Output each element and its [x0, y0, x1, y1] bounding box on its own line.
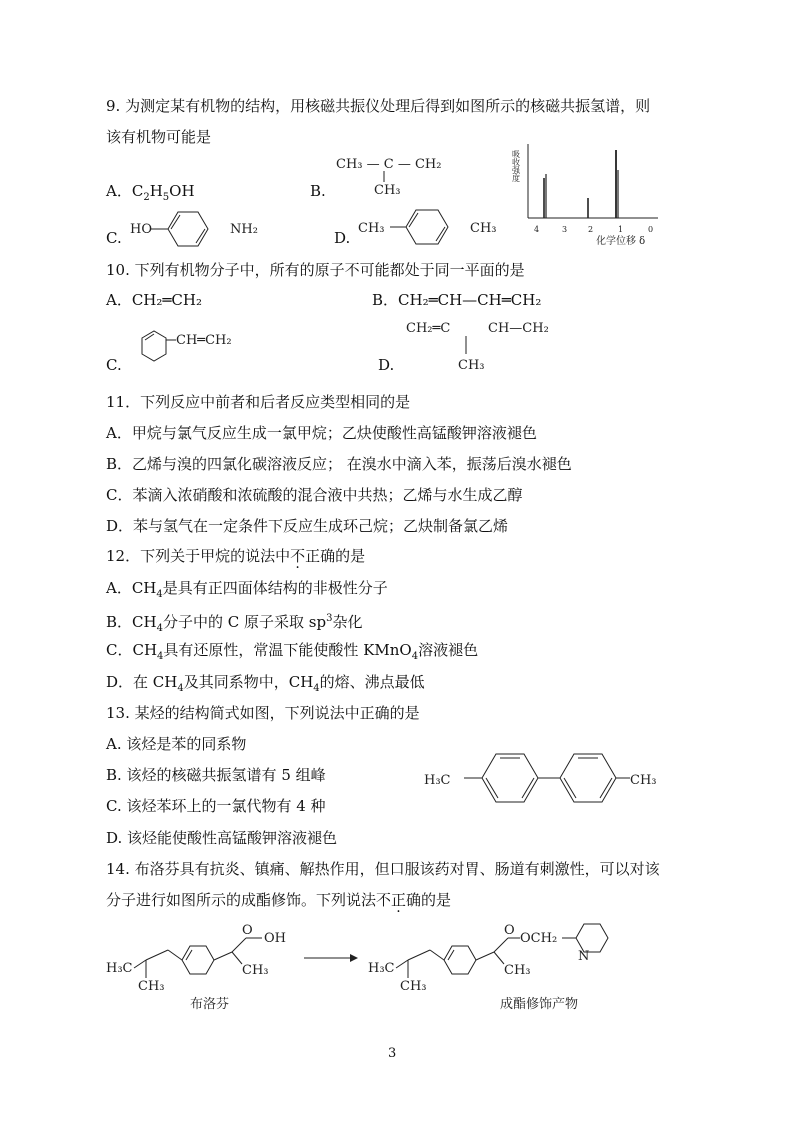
q9-option-c-label: C.: [106, 229, 122, 247]
product-ring: [444, 946, 476, 974]
product-bond-9: [494, 952, 504, 964]
reactant-bond-6: [232, 938, 246, 952]
q9-stem-line2: 该有机物可能是: [106, 128, 212, 146]
q13-stem: 13. 某烃的结构简式如图，下列说法中正确的是: [106, 704, 420, 722]
c10-group: CH═CH₂: [176, 333, 232, 348]
c-right-group: NH₂: [230, 222, 258, 237]
reactant-bond-5: [214, 952, 232, 960]
product-bond-6: [494, 938, 508, 952]
product-ester: OCH₂: [520, 931, 558, 946]
q9-option-c-structure: [130, 208, 270, 250]
q12-option-a: A．$CH_4$是具有正四面体结构的非极性分子: [106, 579, 388, 600]
q13-option-d: D. 该烃能使酸性高锰酸钾溶液褪色: [106, 829, 338, 847]
reactant-bond-3: [146, 950, 168, 960]
q12-stem: 12．下列关于甲烷的说法中不正确的是: [106, 547, 366, 565]
page-number: 3: [388, 1046, 397, 1061]
q13-left-group: H₃C: [424, 773, 451, 788]
reactant-ch3-2: CH₃: [242, 963, 269, 978]
product-h3c: H₃C: [368, 961, 395, 976]
reactant-bond-8: [232, 952, 242, 964]
product-bond-1: [396, 960, 408, 968]
product-ch3: CH₃: [400, 979, 427, 994]
c-benzene-ring: [168, 212, 208, 246]
reactant-ch3: CH₃: [138, 979, 165, 994]
product-bond-5: [476, 952, 494, 960]
product-bond-3: [408, 950, 430, 960]
c10-benzene-ring: [142, 331, 166, 361]
b-bottom-text: CH₃: [374, 183, 401, 198]
d-left-group: CH₃: [358, 221, 385, 236]
q13-ring-2: [560, 754, 616, 802]
q10-option-d-structure: [406, 316, 586, 374]
product-o: O: [504, 923, 515, 938]
nmr-tick-3: 3: [562, 225, 568, 234]
q12-option-b: B．$CH_4$分子中的 C 原子采取 $sp^3$杂化: [106, 613, 363, 634]
product-caption: 成酯修饰产物: [500, 997, 579, 1012]
c-left-group: HO: [130, 222, 152, 237]
q12-option-d: D．在 $CH_4$及其同系物中，$CH_4$的熔、沸点最低: [106, 673, 425, 694]
nmr-tick-1: 1: [618, 225, 624, 234]
product-n: N: [578, 949, 590, 964]
reactant-caption: 布洛芬: [190, 997, 230, 1012]
q11-option-d: D．苯与氢气在一定条件下反应生成环己烷；乙炔制备氯乙烯: [106, 517, 509, 535]
q13-biphenyl-structure: [424, 748, 684, 808]
q9-option-b-label: B.: [310, 182, 326, 200]
q14-stem-line2: 分子进行如图所示的成酯修饰。下列说法不正确的是: [106, 891, 452, 909]
q9-option-a: A．$C_2H_5OH$: [106, 182, 195, 203]
d10-left: CH₂═C: [406, 321, 451, 336]
q10-option-c-structure: [132, 320, 252, 374]
nmr-tick-4: 4: [534, 225, 540, 234]
q14-stem-line1: 14. 布洛芬具有抗炎、镇痛、解热作用，但口服该药对胃、肠道有刺激性，可以对该: [106, 860, 660, 878]
q9-option-d-structure: [358, 206, 508, 248]
nmr-tick-0: 0: [648, 225, 654, 234]
q13-option-c: C. 该烃苯环上的一氯代物有 4 种: [106, 797, 326, 815]
d-benzene-ring: [406, 210, 448, 244]
q11-stem: 11．下列反应中前者和后者反应类型相同的是: [106, 393, 411, 411]
q12-option-c: C．$CH_4$具有还原性，常温下能使酸性 KMnO$_4$溶液褪色: [106, 641, 479, 662]
q10-option-c-label: C.: [106, 356, 122, 374]
reactant-oh: OH: [264, 931, 286, 946]
q11-option-a: A．甲烷与氯气反应生成一氯甲烷；乙炔使酸性高锰酸钾溶液褪色: [106, 424, 537, 442]
q10-option-d-label: D.: [378, 356, 395, 374]
q9-stem-line1: 9. 为测定某有机物的结构，用核磁共振仪处理后得到如图所示的核磁共振氢谱，则: [106, 97, 651, 115]
reactant-h3c: H₃C: [106, 961, 133, 976]
nmr-tick-2: 2: [588, 225, 594, 234]
q13-option-a: A. 该烃是苯的同系物: [106, 735, 247, 753]
q10-option-a: A．CH₂═CH₂: [106, 291, 203, 309]
d-right-group: CH₃: [470, 221, 497, 236]
nmr-spectrum: [511, 140, 664, 248]
q13-ring-1: [482, 754, 538, 802]
q9-option-b-structure: [336, 152, 456, 200]
reactant-bond-4: [168, 950, 182, 960]
q11-option-c: C．苯滴入浓硝酸和浓硫酸的混合液中共热；乙烯与水生成乙醇: [106, 486, 523, 504]
q14-reaction-scheme: [106, 920, 666, 1020]
d10-bottom: CH₃: [458, 358, 485, 373]
q13-option-b: B. 该烃的核磁共振氢谱有 5 组峰: [106, 766, 326, 784]
b-top-text: CH₃ — C — CH₂: [336, 157, 442, 172]
q10-stem: 10. 下列有机物分子中，所有的原子不可能都处于同一平面的是: [106, 261, 525, 279]
product-pyridine-ring: [576, 924, 608, 952]
product-ch3-2: CH₃: [504, 963, 531, 978]
q11-option-b: B．乙烯与溴的四氯化碳溶液反应； 在溴水中滴入苯，振荡后溴水褪色: [106, 455, 572, 473]
reactant-o: O: [242, 923, 253, 938]
product-bond-4: [430, 950, 444, 960]
d10-right: CH—CH₂: [488, 321, 549, 336]
q9-option-d-label: D.: [334, 229, 351, 247]
reactant-ring: [182, 946, 214, 974]
q13-right-group: CH₃: [630, 773, 657, 788]
reactant-bond-1: [134, 960, 146, 968]
reaction-arrow-head: [350, 954, 358, 962]
nmr-x-label: 化学位移 δ: [596, 236, 646, 247]
q10-option-b: B．CH₂═CH—CH═CH₂: [372, 291, 542, 309]
nmr-y-label: 吸收强度: [511, 150, 521, 182]
